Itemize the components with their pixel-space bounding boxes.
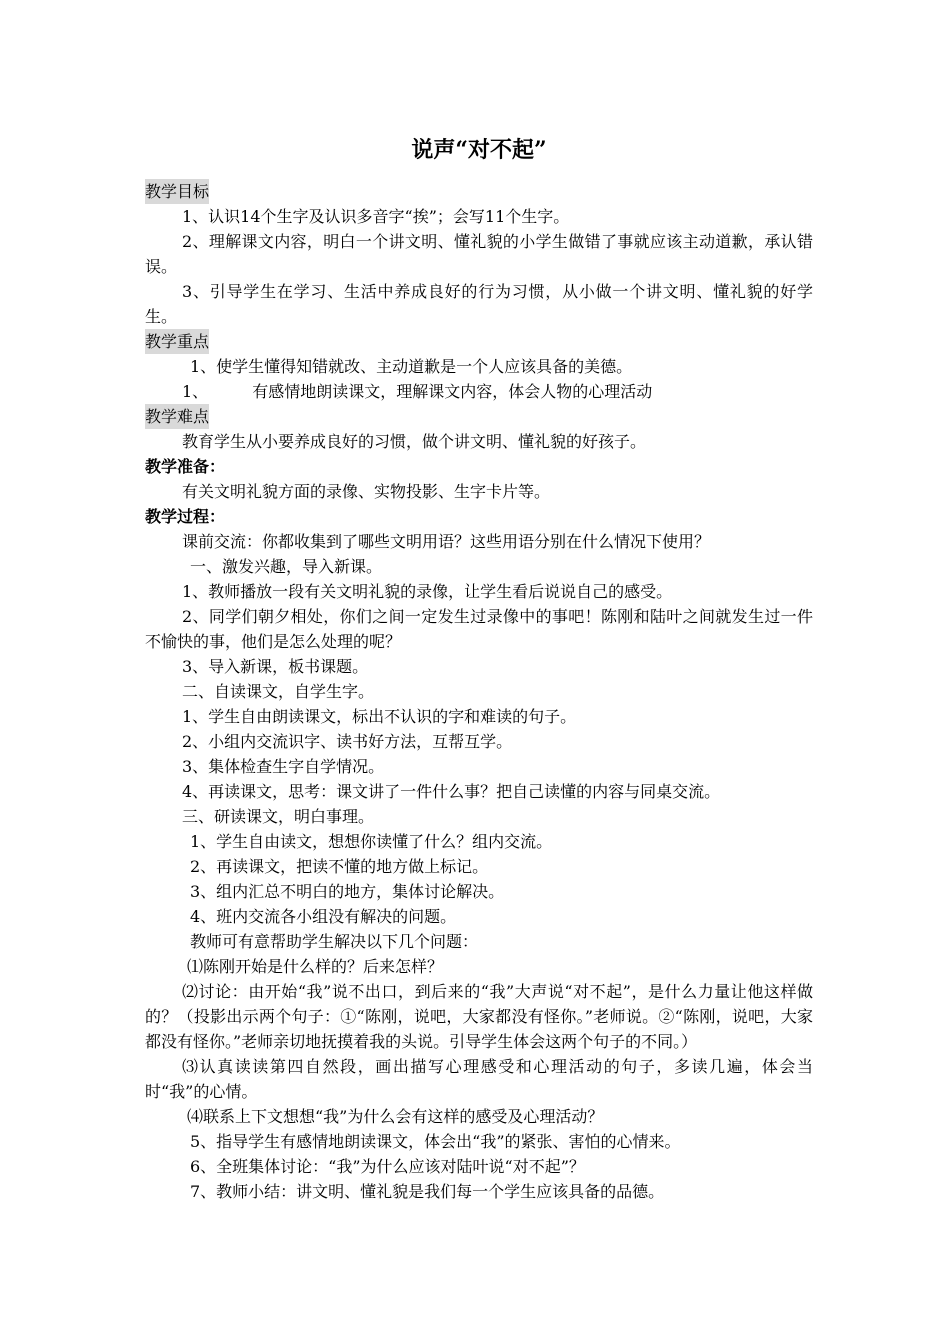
section-heading-difficulty: [145, 404, 813, 429]
process-line: ⑶认真读读第四自然段，画出描写心理感受和心理活动的句子，多读几遍，体会当时“我”的心情。: [145, 1057, 813, 1101]
process-line: 4、再读课文，思考：课文讲了一件什么事？把自己读懂的内容与同桌交流。: [182, 782, 721, 801]
goal-item: 2、理解课文内容，明白一个讲文明、懂礼貌的小学生做错了事就应该主动道歉，承认错误。: [145, 232, 813, 276]
highlighted-heading: 教学难点: [145, 404, 209, 429]
process-line: 2、同学们朝夕相处，你们之间一定发生过录像中的事吧！陈刚和陆叶之间就发生过一件不愉快的事，他们是怎么处理的呢？: [145, 607, 813, 651]
focus-item-number: 1、: [182, 382, 209, 401]
process-line: 一、激发兴趣，导入新课。: [190, 557, 383, 576]
highlighted-heading: 教学重点: [145, 329, 209, 354]
process-line: 3、组内汇总不明白的地方，集体讨论解决。: [190, 882, 505, 901]
goal-item: 1、认识14个生字及认识多音字“挨”；会写11个生字。: [182, 207, 570, 226]
highlighted-heading: 教学目标: [145, 179, 209, 204]
process-line: ⑵讨论：由开始“我”说不出口，到后来的“我”大声说“对不起”，是什么力量让他这样做的？（投影出示两个句子：①“陈刚，说吧，大家都没有怪你。”老师说。②“陈刚，说吧，大家都没有怪你。”老师亲切地抚摸着我的头说。引导学生体会这两个句子的不同。）: [145, 982, 813, 1051]
process-line: 1、学生自由朗读课文，标出不认识的字和难读的句子。: [182, 707, 577, 726]
process-line: 三、研读课文，明白事理。: [182, 807, 375, 826]
section-heading-focus: [145, 329, 813, 354]
focus-item: 1、使学生懂得知错就改、主动道歉是一个人应该具备的美德。: [190, 357, 633, 376]
process-line: ⑷联系上下文想想“我”为什么会有这样的感受及心理活动？: [187, 1107, 604, 1126]
process-line: 2、小组内交流识字、读书好方法，互帮互学。: [182, 732, 513, 751]
section-heading-goals: [145, 179, 813, 204]
process-line: 1、教师播放一段有关文明礼貌的录像，让学生看后说说自己的感受。: [182, 582, 673, 601]
process-line: 教师可有意帮助学生解决以下几个问题：: [190, 932, 479, 951]
process-line: 3、导入新课，板书课题。: [182, 657, 369, 676]
difficulty-item: 教育学生从小要养成良好的习惯，做个讲文明、懂礼貌的好孩子。: [182, 432, 647, 451]
process-line: 二、自读课文，自学生字。: [182, 682, 375, 701]
goal-item: 3、引导学生在学习、生活中养成良好的行为习惯，从小做一个讲文明、懂礼貌的好学生。: [145, 282, 813, 326]
process-line: 4、班内交流各小组没有解决的问题。: [190, 907, 457, 926]
process-line: 7、教师小结：讲文明、懂礼貌是我们每一个学生应该具备的品德。: [190, 1182, 665, 1201]
focus-item-text: 有感情地朗读课文，理解课文内容，体会人物的心理活动: [252, 382, 653, 401]
process-line: 3、集体检查生字自学情况。: [182, 757, 385, 776]
process-line: 6、全班集体讨论：“我”为什么应该对陆叶说“对不起”？: [190, 1157, 585, 1176]
section-heading-process: 教学过程：: [145, 507, 226, 526]
focus-item: [145, 379, 813, 404]
document-title: 说声“对不起”: [411, 137, 547, 163]
process-line: 课前交流：你都收集到了哪些文明用语？这些用语分别在什么情况下使用？: [182, 532, 711, 551]
process-line: ⑴陈刚开始是什么样的？后来怎样？: [187, 957, 444, 976]
section-heading-preparation: 教学准备：: [145, 457, 226, 476]
process-line: 5、指导学生有感情地朗读课文，体会出“我”的紧张、害怕的心情来。: [190, 1132, 681, 1151]
preparation-item: 有关文明礼貌方面的录像、实物投影、生字卡片等。: [182, 482, 551, 501]
document-body: [145, 135, 813, 1204]
process-line: 1、学生自由读文，想想你读懂了什么？组内交流。: [190, 832, 553, 851]
process-line: 2、再读课文，把读不懂的地方做上标记。: [190, 857, 489, 876]
